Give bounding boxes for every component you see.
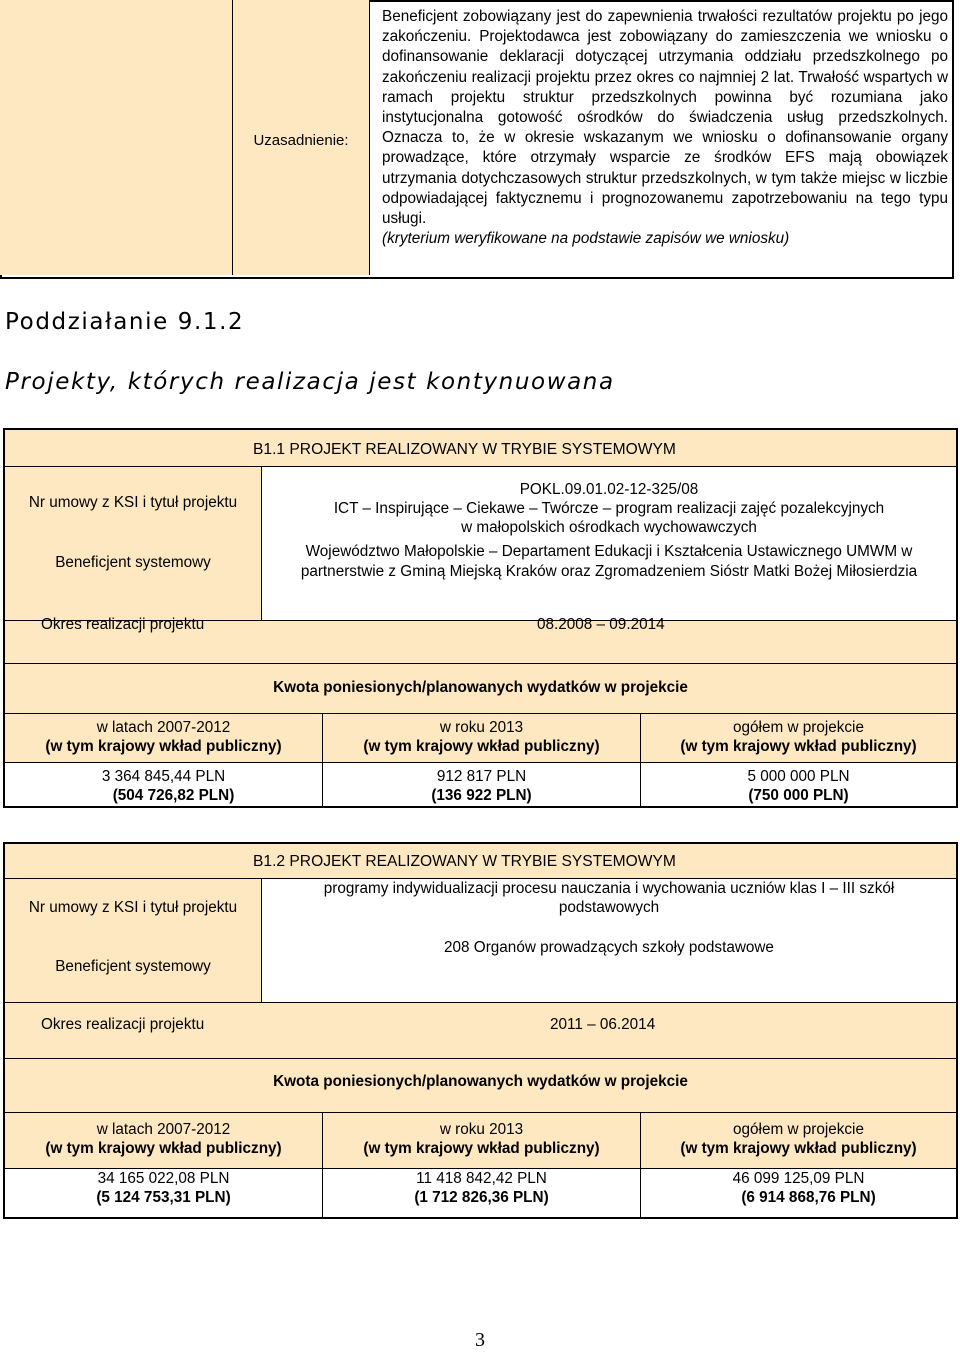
justification-table [0,0,954,279]
projects-heading: Projekty, których realizacja jest kontynuowana [5,369,615,395]
expenses-column-label: w roku 2013 [439,1121,524,1138]
expenses-column-label: ogółem w projekcie [733,719,864,736]
expenses-amount: 3 364 845,44 PLN [101,768,226,785]
justification-paragraph: Beneficjent zobowiązany jest do zapewnienia trwałości rezultatów projektu po jego zakończeniu. Projektodawca jest zobowiązany do zamieszczenia we wniosku o dofinansowanie deklaracji dotyczącej utrzymania oddziału przedszkolnego po zakończeniu realizacji projektu przez okres co najmniej 2 lat. Trwałość wspartych w ramach projektu struktur przedszkolnych powinna być rozumiana jako instytucjonalna gotowość ośrodków do świadczenia usług przedszkolnych. Oznacza to, że w okresie wskazanym we wniosku o dofinansowanie organy prowadzące, które otrzymały wsparcie ze środków EFS mają obowiązek utrzymania dotychczasowych struktur przedszkolnych, w tym także miejsc w liczbie odpowiadającej faktycznemu i prognozowanemu zapotrzebowaniu na tego typu usługi. [382,8,948,228]
expenses-column-sub: (w tym krajowy wkład publiczny) [363,738,600,755]
expenses-public: (136 922 PLN) [431,787,532,804]
expenses-amount: 5 000 000 PLN [747,768,850,785]
justification-label-cell [232,0,370,275]
beneficiary-label: Beneficjent systemowy [55,958,211,975]
beneficiary-label: Beneficjent systemowy [55,554,211,571]
expenses-column-label: w latach 2007-2012 [96,719,231,736]
expenses-public: (504 726,82 PLN) [112,787,235,804]
expenses-public: (6 914 868,76 PLN) [741,1189,876,1206]
project-header: B1.2 PROJEKT REALIZOWANY W TRYBIE SYSTEMOWYM [253,853,676,870]
project-table-b1-2 [3,842,958,1219]
expenses-public: (750 000 PLN) [748,787,849,804]
expenses-column-sub: (w tym krajowy wkład publiczny) [680,1140,917,1157]
justification-note: (kryterium weryfikowane na podstawie zapisów we wniosku) [382,230,790,248]
table-rule [5,466,956,467]
justification-blank-cell [0,0,232,275]
period-value: 2011 – 06.2014 [550,1016,656,1033]
expenses-title: Kwota poniesionych/planowanych wydatków w projekcie [273,679,688,696]
contract-number: POKL.09.01.02-12-325/08 [519,481,699,498]
justification-text [382,7,948,249]
expenses-column-label: ogółem w projekcie [733,1121,864,1138]
table-rule [5,713,956,714]
period-value: 08.2008 – 09.2014 [537,616,665,633]
table-rule [5,1002,956,1003]
expenses-public: (1 712 826,36 PLN) [414,1189,549,1206]
table-rule [5,762,956,763]
page-number: 3 [475,1329,485,1351]
table-rule [5,1058,956,1059]
expenses-public: (5 124 753,31 PLN) [96,1189,231,1206]
contract-label: Nr umowy z KSI i tytuł projektu [28,494,238,511]
expenses-amount: 46 099 125,09 PLN [732,1170,865,1187]
expenses-column-sub: (w tym krajowy wkład publiczny) [45,738,282,755]
contract-title: ICT – Inspirujące – Ciekawe – Twórcze – program realizacji zajęć pozalekcyjnych [333,500,885,517]
table-rule [5,1112,956,1113]
expenses-column-sub: (w tym krajowy wkład publiczny) [363,1140,600,1157]
contract-label: Nr umowy z KSI i tytuł projektu [28,899,238,916]
contract-title: programy indywidualizacji procesu nauczania i wychowania uczniów klas I – III szkół [323,880,895,897]
justification-label: Uzasadnienie: [253,132,349,149]
period-label: Okres realizacji projektu [41,616,205,633]
period-label: Okres realizacji projektu [41,1016,205,1033]
expenses-title: Kwota poniesionych/planowanych wydatków w projekcie [273,1073,688,1090]
project-table-b1-1 [3,428,958,808]
expenses-amount: 34 165 022,08 PLN [97,1170,230,1187]
contract-title: w małopolskich ośrodkach wychowawczych [461,519,757,536]
expenses-column-sub: (w tym krajowy wkład publiczny) [680,738,917,755]
expenses-column-sub: (w tym krajowy wkład publiczny) [45,1140,282,1157]
expenses-column-label: w roku 2013 [439,719,524,736]
expenses-amount: 912 817 PLN [436,768,527,785]
beneficiary-value: 208 Organów prowadzących szkoły podstawowe [444,939,774,956]
beneficiary-value: Województwo Małopolskie – Departament Edukacji i Kształcenia Ustawicznego UMWM w [305,543,913,560]
project-header: B1.1 PROJEKT REALIZOWANY W TRYBIE SYSTEMOWYM [253,441,676,458]
subaction-heading: Poddziałanie 9.1.2 [5,309,245,335]
contract-title: podstawowych [558,899,660,916]
beneficiary-value: partnerstwie z Gminą Miejską Kraków oraz Zgromadzeniem Sióstr Matki Bożej Miłosierdzia [300,563,918,580]
expenses-column-label: w latach 2007-2012 [96,1121,231,1138]
table-rule [5,663,956,664]
expenses-amount: 11 418 842,42 PLN [416,1170,547,1187]
project-label-column [5,466,261,620]
